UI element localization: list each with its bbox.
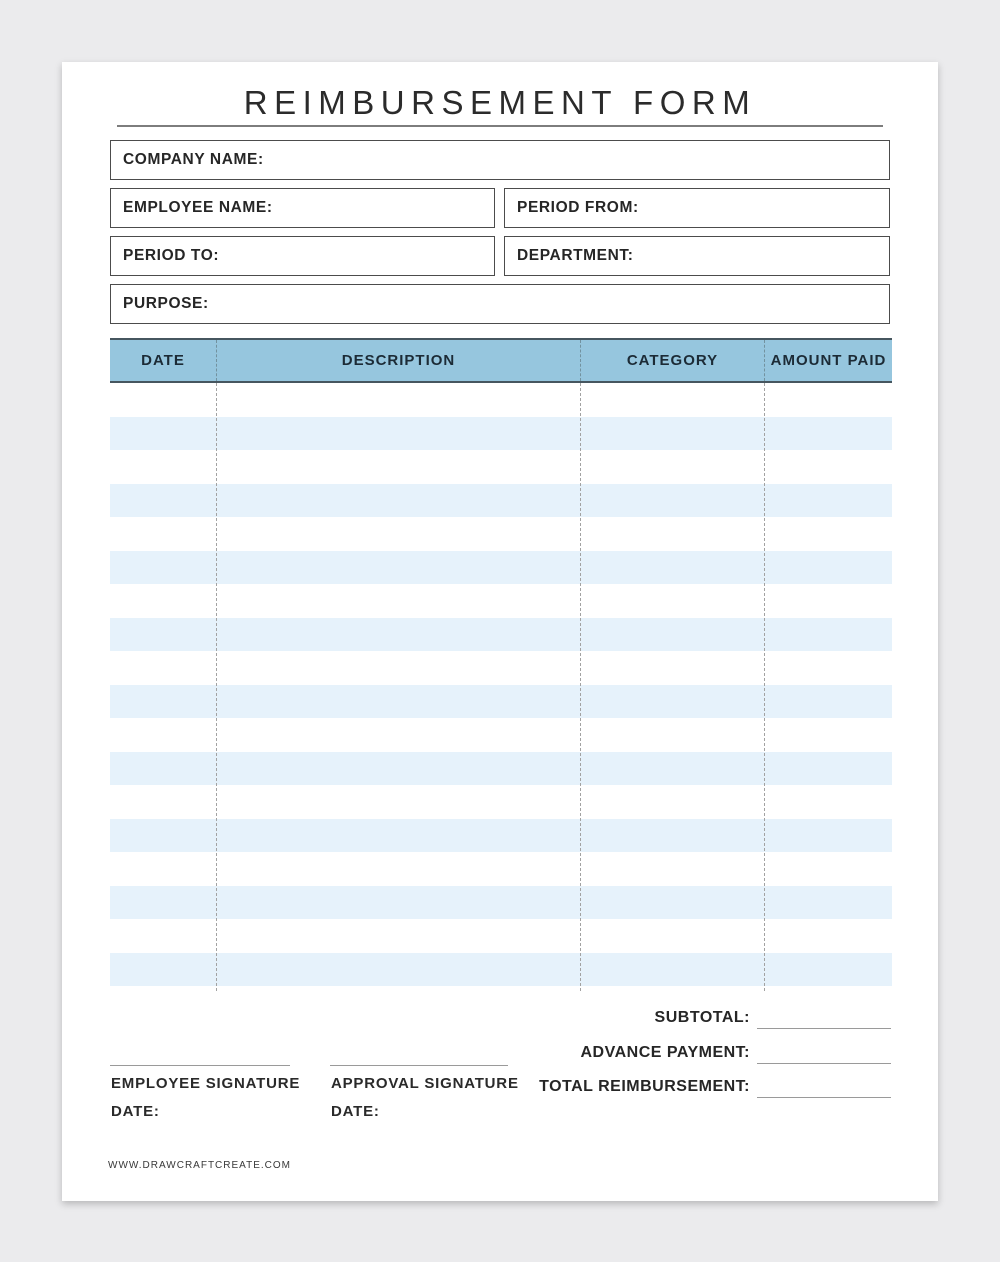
table-cell[interactable] <box>110 886 216 920</box>
field-row-1 <box>110 188 890 228</box>
period-to-label: PERIOD TO: <box>123 247 220 264</box>
table-cell[interactable] <box>110 417 216 451</box>
period-to-field[interactable] <box>110 236 495 276</box>
advance-payment-label: ADVANCE PAYMENT: <box>580 1044 750 1061</box>
subtotal-row <box>62 1006 891 1028</box>
form-page <box>62 62 938 1201</box>
table-cell[interactable] <box>764 417 892 451</box>
advance-payment-input-line[interactable] <box>757 1048 891 1064</box>
table-cell[interactable] <box>110 785 216 819</box>
table-cell[interactable] <box>580 618 764 652</box>
table-row <box>110 785 892 819</box>
total-reimbursement-label: TOTAL REIMBURSEMENT: <box>539 1078 750 1095</box>
total-reimbursement-input-line[interactable] <box>757 1082 891 1098</box>
table-cell[interactable] <box>216 819 580 853</box>
employee-name-label: EMPLOYEE NAME: <box>123 199 273 216</box>
table-cell[interactable] <box>580 886 764 920</box>
table-cell[interactable] <box>580 819 764 853</box>
table-row <box>110 886 892 920</box>
table-cell[interactable] <box>580 919 764 953</box>
employee-name-field[interactable] <box>110 188 495 228</box>
advance-payment-row <box>62 1041 891 1063</box>
title-divider <box>117 125 883 127</box>
page-title: REIMBURSEMENT FORM <box>243 84 757 121</box>
period-from-field[interactable] <box>504 188 890 228</box>
table-cell[interactable] <box>110 484 216 518</box>
table-cell[interactable] <box>216 618 580 652</box>
table-cell[interactable] <box>580 685 764 719</box>
purpose-field[interactable] <box>110 284 890 324</box>
subtotal-input-line[interactable] <box>757 1013 891 1029</box>
column-header-amount-paid: AMOUNT PAID <box>764 340 892 381</box>
table-cell[interactable] <box>580 417 764 451</box>
table-row <box>110 685 892 719</box>
table-cell[interactable] <box>216 953 580 987</box>
table-cell[interactable] <box>216 383 580 417</box>
table-cell[interactable] <box>110 551 216 585</box>
employee-signature-label: EMPLOYEE SIGNATURE <box>111 1075 301 1092</box>
company-name-field[interactable] <box>110 140 890 180</box>
table-cell[interactable] <box>580 852 764 886</box>
table-cell[interactable] <box>764 383 892 417</box>
table-row <box>110 919 892 953</box>
period-from-label: PERIOD FROM: <box>517 199 639 216</box>
form-fields <box>110 140 890 324</box>
table-cell[interactable] <box>216 517 580 551</box>
table-cell[interactable] <box>216 417 580 451</box>
table-cell[interactable] <box>764 517 892 551</box>
table-cell[interactable] <box>110 718 216 752</box>
table-cell[interactable] <box>580 953 764 987</box>
table-cell[interactable] <box>216 919 580 953</box>
table-cell[interactable] <box>216 886 580 920</box>
table-cell[interactable] <box>764 785 892 819</box>
table-row <box>110 651 892 685</box>
table-row <box>110 517 892 551</box>
table-cell[interactable] <box>764 953 892 987</box>
table-row <box>110 718 892 752</box>
column-divider-1 <box>216 383 217 991</box>
table-cell[interactable] <box>216 584 580 618</box>
column-divider-3 <box>764 383 765 991</box>
table-cell[interactable] <box>110 919 216 953</box>
company-name-label: COMPANY NAME: <box>123 151 264 168</box>
table-cell[interactable] <box>216 551 580 585</box>
table-row <box>110 484 892 518</box>
table-cell[interactable] <box>580 450 764 484</box>
employee-signature-line[interactable] <box>110 1065 290 1066</box>
table-cell[interactable] <box>110 584 216 618</box>
table-cell[interactable] <box>580 551 764 585</box>
table-body <box>110 383 892 986</box>
column-header-category: CATEGORY <box>580 340 764 381</box>
expense-table <box>110 338 892 986</box>
table-row <box>110 618 892 652</box>
table-cell[interactable] <box>764 919 892 953</box>
table-cell[interactable] <box>764 685 892 719</box>
table-row <box>110 383 892 417</box>
table-row <box>110 852 892 886</box>
table-cell[interactable] <box>110 651 216 685</box>
table-cell[interactable] <box>216 718 580 752</box>
table-cell[interactable] <box>110 819 216 853</box>
table-body-wrap <box>110 383 892 986</box>
table-cell[interactable] <box>764 718 892 752</box>
table-cell[interactable] <box>110 852 216 886</box>
table-cell[interactable] <box>764 618 892 652</box>
website-url: WWW.DRAWCRAFTCREATE.COM <box>108 1160 291 1171</box>
table-cell[interactable] <box>216 852 580 886</box>
table-cell[interactable] <box>764 484 892 518</box>
table-header <box>110 338 892 383</box>
table-cell[interactable] <box>580 484 764 518</box>
table-cell[interactable] <box>580 651 764 685</box>
table-row <box>110 819 892 853</box>
table-cell[interactable] <box>216 651 580 685</box>
subtotal-label: SUBTOTAL: <box>654 1009 750 1026</box>
table-cell[interactable] <box>110 618 216 652</box>
column-header-description: DESCRIPTION <box>216 340 580 381</box>
table-cell[interactable] <box>110 450 216 484</box>
department-label: DEPARTMENT: <box>517 247 634 264</box>
table-cell[interactable] <box>764 551 892 585</box>
table-cell[interactable] <box>110 685 216 719</box>
employee-date-label: DATE: <box>111 1103 160 1120</box>
table-cell[interactable] <box>764 852 892 886</box>
approval-signature-label: APPROVAL SIGNATURE <box>331 1075 519 1092</box>
table-row <box>110 450 892 484</box>
table-cell[interactable] <box>580 584 764 618</box>
table-row <box>110 953 892 987</box>
table-cell[interactable] <box>764 651 892 685</box>
table-cell[interactable] <box>216 785 580 819</box>
table-row <box>110 584 892 618</box>
table-row <box>110 752 892 786</box>
table-cell[interactable] <box>764 886 892 920</box>
purpose-label: PURPOSE: <box>123 295 209 312</box>
table-cell[interactable] <box>580 785 764 819</box>
table-cell[interactable] <box>216 752 580 786</box>
approval-signature-line[interactable] <box>330 1065 508 1066</box>
table-cell[interactable] <box>216 450 580 484</box>
table-cell[interactable] <box>580 718 764 752</box>
table-row <box>110 417 892 451</box>
approval-date-label: DATE: <box>331 1103 380 1120</box>
column-header-date: DATE <box>141 352 185 369</box>
table-cell[interactable] <box>764 584 892 618</box>
table-cell[interactable] <box>110 517 216 551</box>
table-cell[interactable] <box>216 484 580 518</box>
table-cell[interactable] <box>580 517 764 551</box>
department-field[interactable] <box>504 236 890 276</box>
column-divider-2 <box>580 383 581 991</box>
table-cell[interactable] <box>580 383 764 417</box>
table-cell[interactable] <box>216 685 580 719</box>
table-cell[interactable] <box>110 383 216 417</box>
table-cell[interactable] <box>580 752 764 786</box>
table-cell[interactable] <box>110 752 216 786</box>
table-cell[interactable] <box>764 450 892 484</box>
field-row-2 <box>110 236 890 276</box>
table-row <box>110 551 892 585</box>
table-cell[interactable] <box>110 953 216 987</box>
table-cell[interactable] <box>764 752 892 786</box>
table-cell[interactable] <box>764 819 892 853</box>
